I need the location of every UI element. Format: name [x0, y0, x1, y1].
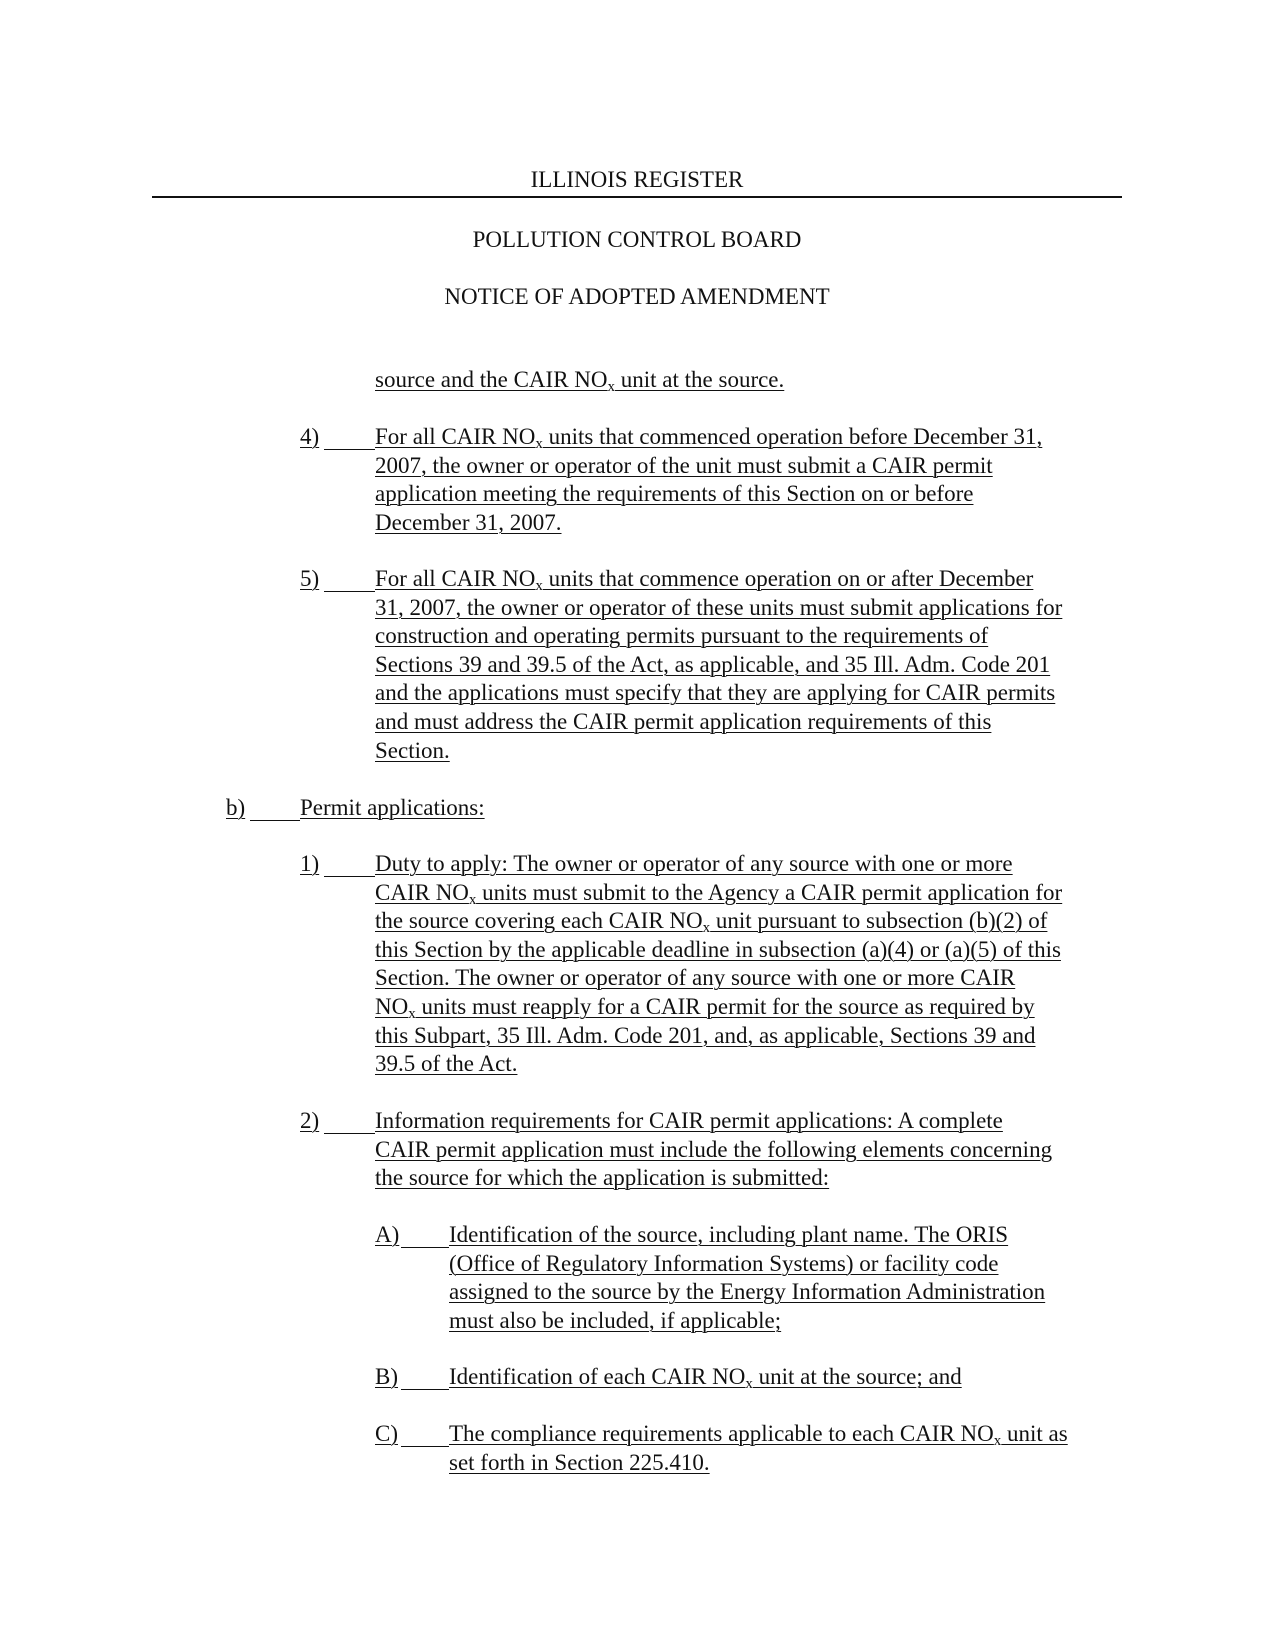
- continuation-paragraph: source and the CAIR $NO_x$ unit at the source.: [375, 367, 785, 395]
- item-b1-leader: [324, 876, 375, 877]
- item-b2b-leader: [401, 1389, 449, 1390]
- item-b2c-leader: [401, 1446, 449, 1447]
- header-rule: [152, 196, 1122, 198]
- register-title: ILLINOIS REGISTER: [530, 167, 744, 192]
- item-4-paragraph: For all CAIR $NO_x$ units that commenced operation before December 31, 2007, the owner or operator of the unit must submit a CAIR permit application meeting the requirements of this Section on or before December 31, 2007.: [375, 424, 1043, 535]
- section-b-leader: [250, 820, 300, 821]
- notice-title: NOTICE OF ADOPTED AMENDMENT: [444, 284, 830, 309]
- item-b2a-letter: A): [375, 1222, 400, 1247]
- item-b2-leader: [324, 1133, 375, 1134]
- item-b1-number: 1): [300, 851, 320, 876]
- item-5-leader: [324, 591, 375, 592]
- item-b2b-paragraph: Identification of each CAIR $NO_x$ unit at the source; and: [449, 1364, 962, 1392]
- item-b2b-letter: B): [375, 1364, 398, 1389]
- item-b2c-paragraph: The compliance requirements applicable to each CAIR $NO_x$ unit as set forth in Section 225.410.: [449, 1421, 1068, 1475]
- item-b2a-leader: [401, 1247, 449, 1248]
- item-b2c-letter: C): [375, 1421, 398, 1446]
- item-b1-paragraph: Duty to apply: The owner or operator of any source with one or more CAIR $NO_x$ units must submit to the Agency a CAIR permit application for the source covering each CAIR $NO_x$ unit pursuant to subsection (b)(2) of this Section by the applicable deadline in subsection (a)(4) or (a)(5) of this Section. The owner or operator of any source with one or more CAIR $NO_x$ units must reapply for a CAIR permit for the source as required by this Subpart, 35 Ill. Adm. Code 201, and, as applicable, Sections 39 and 39.5 of the Act.: [375, 851, 1063, 1077]
- item-5-paragraph: For all CAIR $NO_x$ units that commence operation on or after December 31, 2007, the owner or operator of these units must submit applications for construction and operating permits pursuant to the requirements of Sections 39 and 39.5 of the Act, as applicable, and 35 Ill. Adm. Code 201 and the applications must specify that they are applying for CAIR permits and must address the CAIR permit application requirements of this Section.: [375, 566, 1063, 763]
- item-b2-paragraph: Information requirements for CAIR permit applications: A complete CAIR permit application must include the following elements concerning the source for which the application is submitted:: [375, 1108, 1053, 1191]
- item-4-number: 4): [300, 424, 320, 449]
- section-b-letter: b): [226, 795, 246, 820]
- item-4-leader: [324, 449, 375, 450]
- section-b-title: Permit applications:: [300, 795, 485, 820]
- board-title: POLLUTION CONTROL BOARD: [472, 227, 802, 252]
- item-5-number: 5): [300, 566, 320, 591]
- item-b2-number: 2): [300, 1108, 320, 1133]
- item-b2a-paragraph: Identification of the source, including plant name. The ORIS (Office of Regulatory Information Systems) or facility code assigned to the source by the Energy Information Administration must also be included, if applicable;: [449, 1222, 1046, 1333]
